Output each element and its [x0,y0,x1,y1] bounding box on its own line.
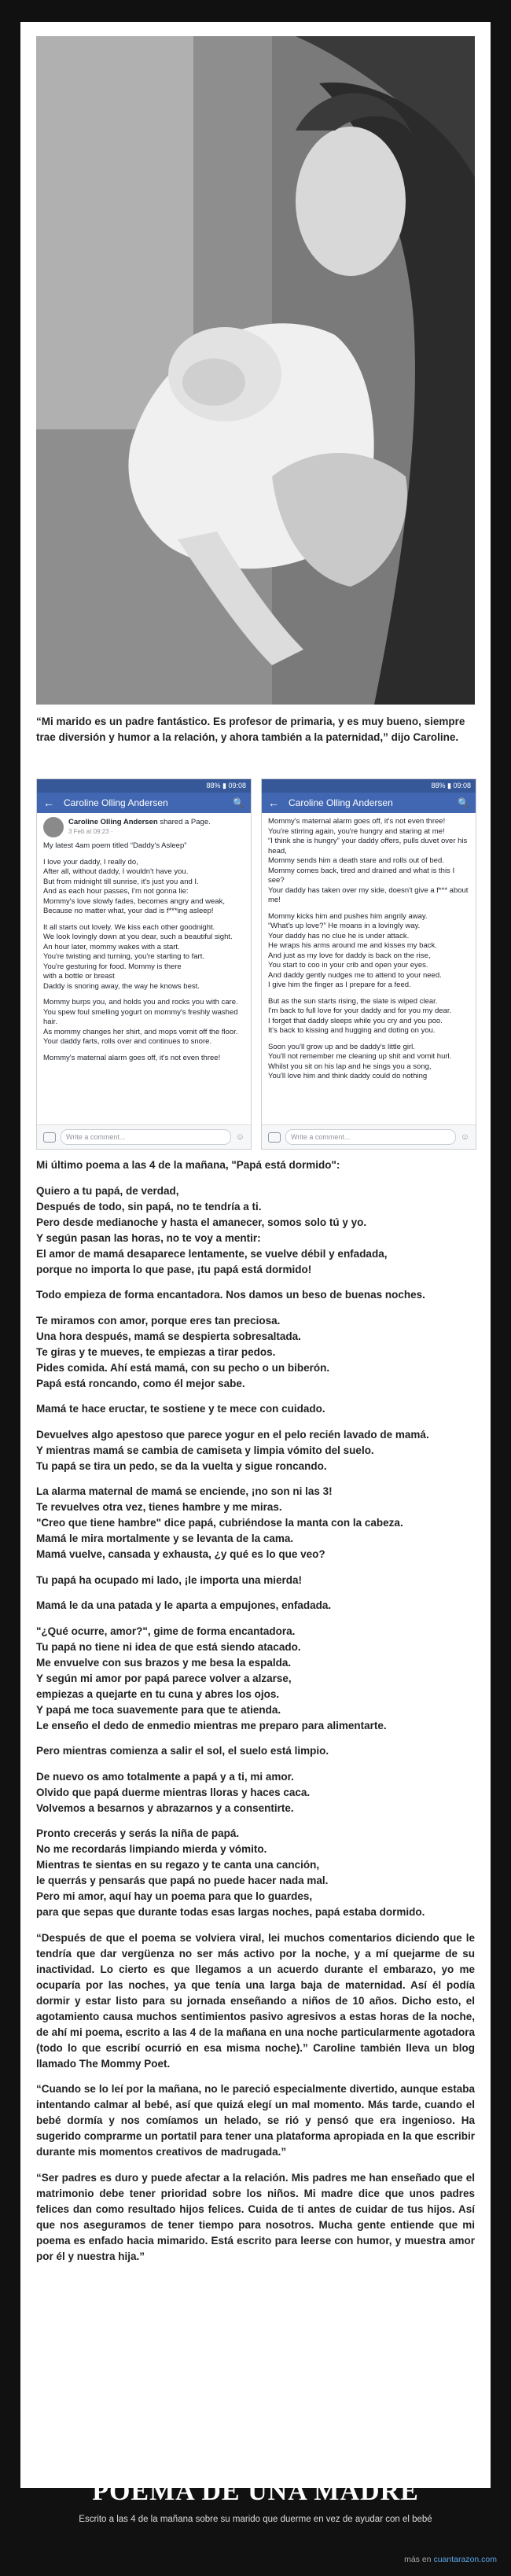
article-paragraph: Todo empieza de forma encantadora. Nos damos un beso de buenas noches. [36,1289,425,1301]
source-link[interactable]: cuantarazon.com [433,2555,497,2564]
back-arrow-icon[interactable]: ← [268,797,279,809]
camera-icon[interactable] [268,1132,281,1143]
author-name[interactable]: Caroline Olling Andersen [68,817,158,826]
search-icon[interactable]: 🔍 [458,797,469,808]
article-text [36,1157,475,2274]
post-paragraph: Mommy's maternal alarm goes off, it's not even three! [43,1053,221,1062]
app-bar-title: Caroline Olling Andersen [289,797,393,808]
post-time: 3 Feb at 09:23 · [68,828,113,835]
comment-input[interactable]: Write a comment... [61,1129,231,1145]
source-footer [0,2555,497,2564]
post-paragraph: It all starts out lovely. We kiss each other goodnight. We look lovingly down at you dear, such a beautiful sight. An hour later, mommy wakes with a start. You're twisting and turning, you're starting to fart. You're gesturing for food. Mommy is there with a bottle or breast Daddy is snoring away, the way he knows best. [43,922,233,991]
article-paragraph: Mamá te hace eructar, te sostiene y te mece con cuidado. [36,1403,325,1415]
article-paragraph: Devuelves algo apestoso que parece yogur en el pelo recién lavado de mamá. Y mientras mamá se cambia de camiseta y limpia vómito del suelo. Tu papá se tira un pedo, se da la vuelta y sigue roncando. [36,1428,429,1472]
article-paragraph: “Después de que el poema se volviera viral, lei muchos comentarios diciendo que le tendría que dar vergüenza no ser más activo por la noche, y a mí quejarme de su inactividad. Lo cierto es que llegamos a un acuerdo durante el embarazo, yo me ocuparía por las noches, ya que tenía una larga baja de maternidad. Así él podía dormir y estar listo para su jornada enseñando a niños de 10 años. Dicho esto, el agotamiento causa muchos sentimientos pasivo agresivos a estas horas de la noche, de ahí mi poema, escrito a las 4 de la mañana en una noche particularmente agotadora (todo lo que escribí ocurrió en esa misma noche).” Caroline también lleva un blog llamado The Mommy Poet. [36,1931,475,2070]
post-body [262,813,476,1122]
article-paragraph: "¿Qué ocurre, amor?", gime de forma encantadora. Tu papá no tiene ni idea de que está siendo atacado. Me envuelve con sus brazos y me besa la espalda. Y según mi amor por papá parece volver a alzarse, empiezas a quejarte en tu cuna y abres los ojos. Y papá me toca suavemente para que te atienda. Le enseño el dedo de enmedio mientras me preparo para alimentarte. [36,1625,387,1731]
article-paragraph: Pronto crecerás y serás la niña de papá. No me recordarás limpiando mierda y vómito. Mientras te sientas en su regazo y te canta una canción, le querrás y pensarás que papá no puede hacer nada mal. Pero mi amor, aquí hay un poema para que lo guardes, para que sepas que durante todas esas largas noches, papá estaba dormido. [36,1827,425,1918]
search-icon[interactable]: 🔍 [233,797,244,808]
article-paragraph: Quiero a tu papá, de verdad, Después de todo, sin papá, no te tendría a ti. Pero desde medianoche y hasta el amanecer, somos solo tú y yo. Y según pasan las horas, no te voy a mentir: El amor de mamá desaparece lentamente, se vuelve débil y enfadada, porque no importa lo que pase, ¡tu papá está dormido! [36,1184,388,1275]
post-paragraph: Soon you'll grow up and be daddy's little girl. You'll not remember me cleaning up shit and vomit hurl. Whilst you sit on his lap and he sings you a song, You'll love him and think daddy could do nothing [268,1042,452,1080]
comment-bar [37,1124,251,1149]
shared-text: shared a Page. [160,817,211,826]
post-paragraph: My latest 4am poem titled “Daddy's Asleep” [43,841,187,850]
article-paragraph: Mi último poema a las 4 de la mañana, "Papá está dormido": [36,1159,340,1171]
comment-input[interactable]: Write a comment... [285,1129,456,1145]
status-bar: 88% ▮ 09:08 [37,779,251,793]
post-header [43,817,244,837]
article-paragraph: Mamá le da una patada y le aparta a empujones, enfadada. [36,1599,332,1611]
article-paragraph: Tu papá ha ocupado mi lado, ¡le importa una mierda! [36,1573,303,1586]
status-bar: 88% ▮ 09:08 [262,779,476,793]
mother-baby-photo [36,36,475,705]
post-paragraph: Mommy's maternal alarm goes off, it's not even three! You're stirring again, you're hungry and staring at me! “I think she is hungry” your daddy offers, pulls duvet over his head, Mommy sends him a death stare and rolls out of bed. Mommy comes back, tired and drained and what is this I see? Your daddy has taken over my side, doesn't give a f*** about me! [268,817,469,904]
poster-subtitle: Escrito a las 4 de la mañana sobre su marido que duerme en vez de ayudar con el bebé [79,2515,432,2524]
back-arrow-icon[interactable]: ← [43,797,54,809]
post-body [37,813,251,1122]
photo-caption: “Mi marido es un padre fantástico. Es profesor de primaria, y es muy bueno, siempre trae diversión y humor a la relación, y ahora también a la paternidad,” dijo Caroline. [36,716,465,743]
facebook-screenshots [36,778,475,1148]
article-paragraph: La alarma maternal de mamá se enciende, ¡no son ni las 3! Te revuelves otra vez, tienes hambre y me miras. "Creo que tiene hambre" dice papá, cubriéndose la manta con la cabeza. Mamá le mira mortalmente y se levanta de la cama. Mamá vuelve, cansada y exhausta, ¿y qué es lo que veo? [36,1485,403,1560]
post-paragraph: Mommy burps you, and holds you and rocks you with care. You spew foul smelling yogurt on mommy's freshly washed hair. As mommy changes her shirt, and mops vomit off the floor. Your daddy farts, rolls over and continues to snore. [43,998,238,1046]
avatar[interactable] [43,817,64,837]
article-paragraph: Pero mientras comienza a salir el sol, el suelo está limpio. [36,1745,329,1757]
comment-bar [262,1124,476,1149]
emoji-icon[interactable]: ☺ [235,1132,244,1142]
post-paragraph: But as the sun starts rising, the slate is wiped clear. I'm back to full love for your daddy and for you my dear. I forget that daddy sleeps while you cry and you poo. It's back to kissing and hugging and doting on you. [268,996,452,1035]
article-paragraph: “Ser padres es duro y puede afectar a la relación. Mis padres me han enseñado que el matrimonio debe tener prioridad sobre los niños. Mi madre dice que unos padres felices dan como resultado hijos felices. Cuida de ti antes de cuidar de tus hijos. Así que nos aseguramos de tener tiempo para nosotros. Mucha gente entiende que mi poema es enfado hacia mimarido. Está escrito para leerse con humor, y muestra amor por él y nuestra hija.” [36,2171,475,2262]
article-paragraph: Te miramos con amor, porque eres tan preciosa. Una hora después, mamá se despierta sobresaltada. Te giras y te mueves, te empiezas a tirar pedos. Pides comida. Ahí está mamá, con su pecho o un biberón. Papá está roncando, como él mejor sabe. [36,1314,330,1389]
post-author[interactable] [68,818,211,828]
post-paragraph: Mommy kicks him and pushes him angrily away. “What's up love?” He moans in a lovingly way. Your daddy has no clue he is under attack. He wraps his arms around me and kisses my back. And just as my love for daddy is back on the rise, You start to coo in your crib and open your eyes. And daddy gently nudges me to attend to your need. I give him the finger as I prepare for a feed. [268,911,442,989]
article-paragraph: De nuevo os amo totalmente a papá y a ti, mi amor. Olvido que papá duerme mientras lloras y haces caca. Volvemos a besarnos y abrazarnos y a consentirte. [36,1770,311,1814]
app-bar [262,793,476,813]
post-paragraph: I love your daddy, I really do, After all, without daddy, I wouldn't have you. But from midnight till sunrise, it's just you and I. And as each hour passes, I'm not gonna lie: Mommy's love slowly fades, becomes angry and weak, Because no matter what, your dad is f***ing asleep! [43,857,225,915]
post-frame [20,22,491,2488]
phone-screenshot-left [36,778,252,1150]
article-paragraph: “Cuando se lo leí por la mañana, no le pareció especialmente divertido, aunque estaba intentando calmar al bebé, así que quizá elegí un mal momento. Más tarde, cuando el bebé dormía y nos comíamos un helado, se rió y pensó que era ingenioso. Ha sugerido comprarme un portatil para tener una plataforma apropiada en la que escribir durante mis momentos creativos de madrugada.” [36,2083,475,2158]
phone-screenshot-right [261,778,476,1150]
app-bar [37,793,251,813]
emoji-icon[interactable]: ☺ [460,1132,469,1142]
footer-prefix: más en [404,2555,434,2564]
poster-title: POEMA DE UNA MADRE [92,2477,419,2506]
photo-illustration [36,36,475,705]
app-bar-title: Caroline Olling Andersen [64,797,168,808]
camera-icon[interactable] [43,1132,56,1143]
